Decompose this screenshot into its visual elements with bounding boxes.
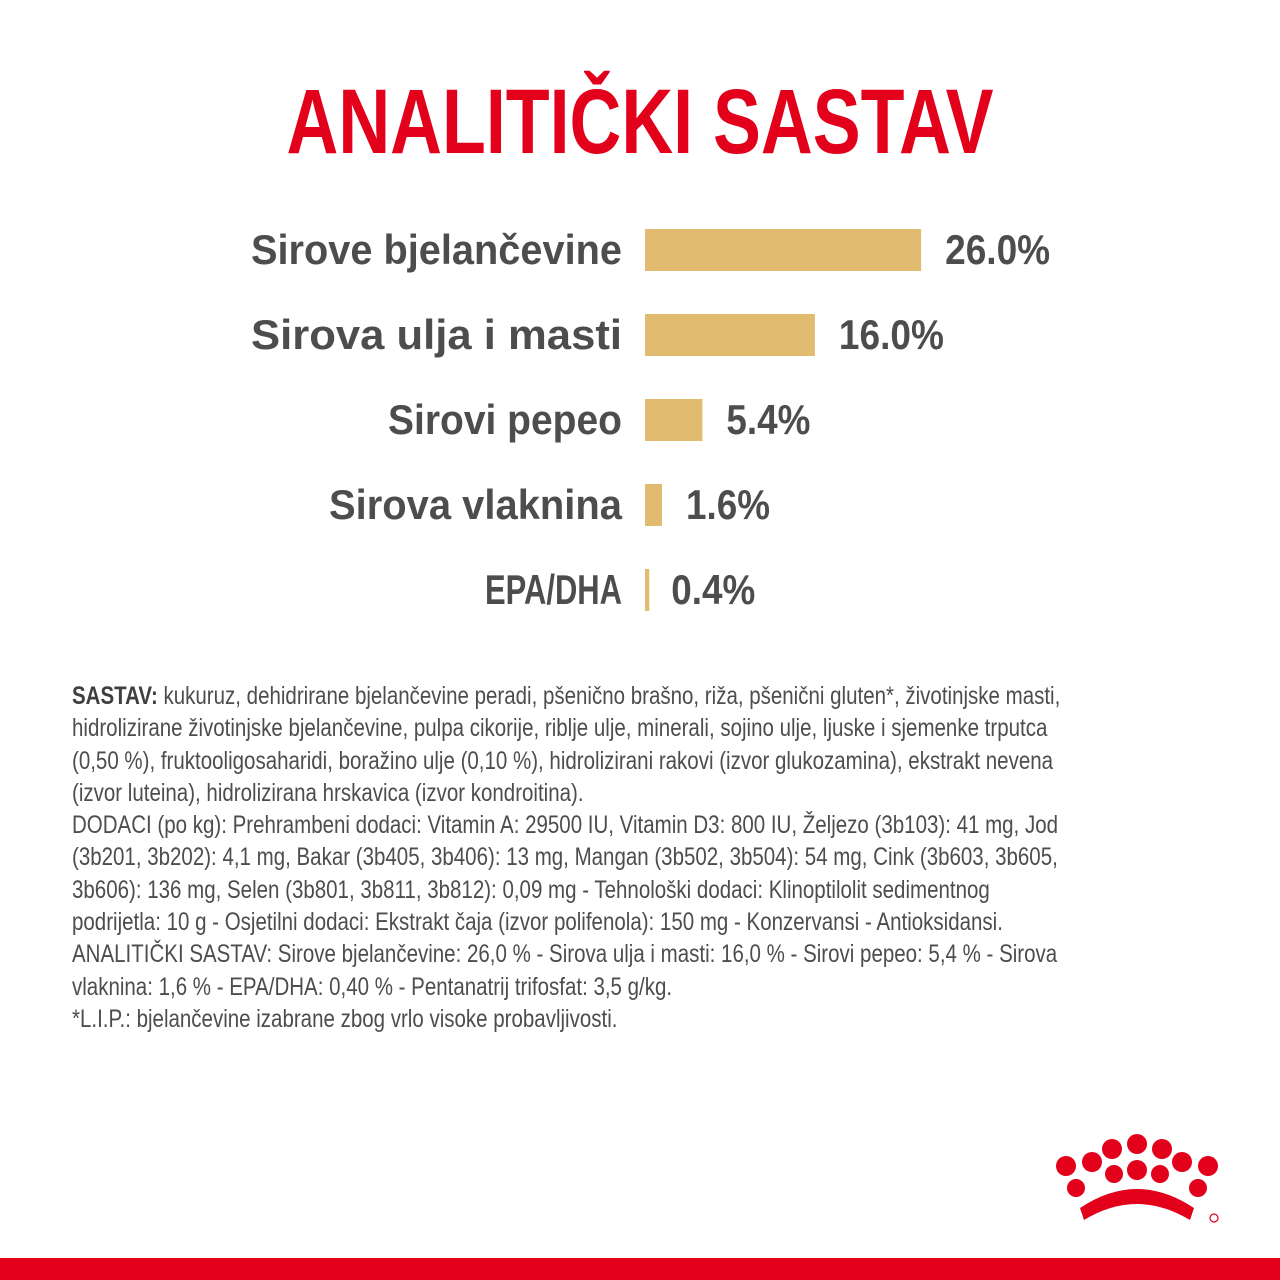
ingredients-line: SASTAV: kukuruz, dehidrirane bjelančevine peradi, pšenično brašno, riža, pšenični gluten*, životinjske masti, [72, 682, 1061, 710]
bar [645, 569, 649, 611]
additives-line: DODACI (po kg): Prehrambeni dodaci: Vitamin A: 29500 IU, Vitamin D3: 800 IU, Željezo (3b103): 41 mg, Jod [72, 811, 1059, 840]
chart-title: ANALITIČKI SASTAV [286, 71, 1193, 173]
analytics-line: vlaknina: 1,6 % - EPA/DHA: 0,40 % - Pentanatrij trifosfat: 3,5 g/kg. [72, 972, 673, 1001]
bar [645, 399, 702, 441]
category-label: Sirova ulja i masti [251, 311, 622, 358]
royal-canin-logo [1050, 1130, 1225, 1230]
bar [645, 484, 662, 526]
category-label: EPA/DHA [485, 566, 622, 613]
ingredients-text [72, 680, 1280, 1035]
brand-bar [0, 1258, 1280, 1280]
ingredients-line: (izvor luteina), hidrolizirana hrskavica (izvor kondroitina). [72, 778, 584, 807]
additives-line: (3b201, 3b202): 4,1 mg, Bakar (3b405, 3b406): 13 mg, Mangan (3b502, 3b504): 54 mg, Cink (3b603, 3b605, [72, 843, 1058, 872]
analytics-line: ANALITIČKI SASTAV: Sirove bjelančevine: 26,0 % - Sirova ulja i masti: 16,0 % - Sirovi pepeo: 5,4 % - Sirova [72, 940, 1058, 969]
bar [645, 314, 815, 356]
ingredients-line: hidrolizirane životinjske bjelančevine, pulpa cikorije, riblje ulje, minerali, sojino ulje, ljuske i sjemenke trputca [72, 714, 1048, 743]
value-label: 5.4% [726, 396, 811, 443]
value-label: 26.0% [945, 226, 1051, 273]
value-label: 0.4% [671, 566, 756, 613]
category-label: Sirova vlaknina [329, 481, 623, 528]
additives-line: 3b606): 136 mg, Selen (3b801, 3b811, 3b812): 0,09 mg - Tehnološki dodaci: Klinoptilolit sedimentnog [72, 875, 990, 904]
category-label: Sirove bjelančevine [251, 226, 622, 273]
category-label: Sirovi pepeo [388, 396, 622, 443]
value-label: 16.0% [838, 311, 944, 358]
ingredients-line: (0,50 %), fruktooligosaharidi, boražino ulje (0,10 %), hidrolizirani rakovi (izvor glukozamina), ekstrakt nevena [72, 746, 1054, 775]
value-label: 1.6% [685, 481, 770, 528]
footnote: *L.I.P.: bjelančevine izabrane zbog vrlo visoke probavljivosti. [72, 1004, 618, 1033]
bar [645, 229, 921, 271]
additives-line: podrijetla: 10 g - Osjetilni dodaci: Ekstrakt čaja (izvor polifenola): 150 mg - Konzervansi - Antioksidansi. [72, 908, 1003, 937]
ingredients-heading: SASTAV: [72, 682, 158, 710]
